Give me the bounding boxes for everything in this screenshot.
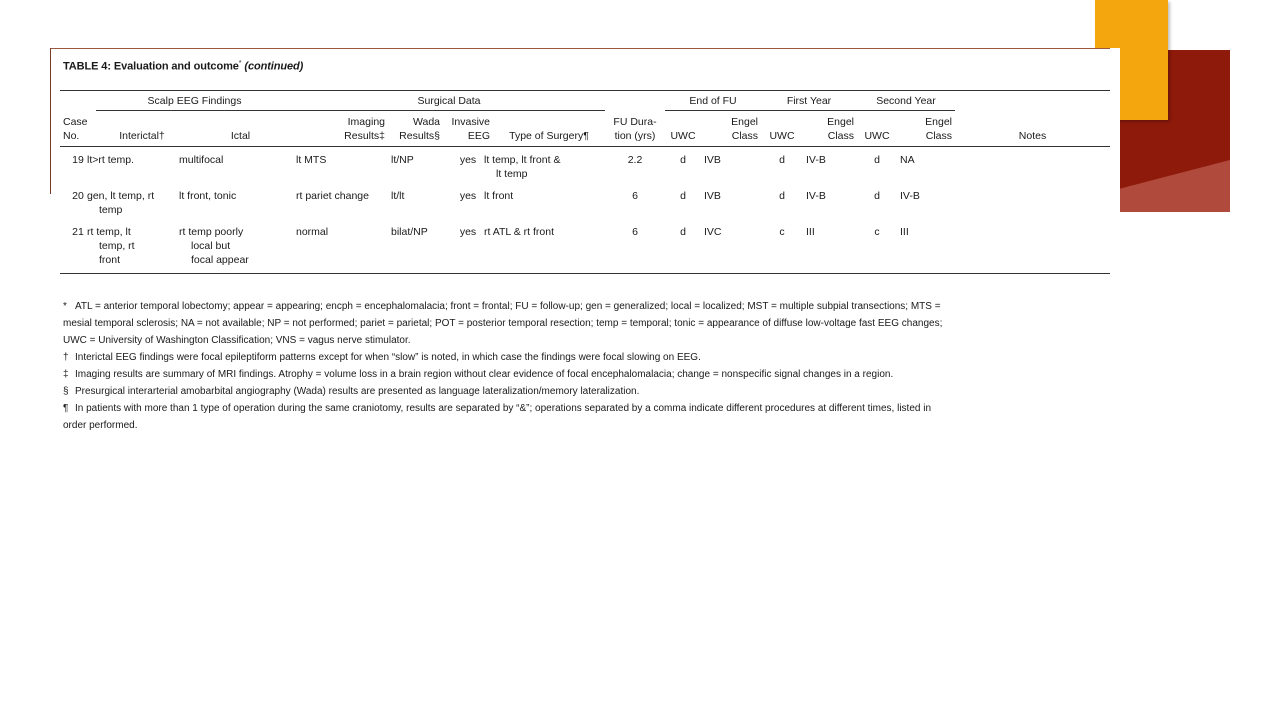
cell-imaging: normal [293,219,388,274]
cell-ictal: rt temp poorly local but focal appear [188,219,293,274]
col-y2-engel: Engel Class [897,111,955,147]
column-header-row [60,111,1110,147]
cell-case: 20 [72,190,84,202]
cell-notes [955,147,1110,184]
cell-end-uwc: d [680,154,686,166]
table-row [60,183,1110,219]
table-title-footnote-mark: * [238,60,242,67]
footnote [63,298,1111,349]
group-header-row [60,91,1110,111]
footnote-text: Imaging results are summary of MRI findings. Atrophy = volume loss in a brain region without clear evidence of focal encephalomalacia; change = nonspecific signal changes in a region. [75,369,894,380]
table-title-text: TABLE 4: Evaluation and outcome [63,60,239,73]
footnote-text: Interictal EEG findings were focal epileptiform patterns except for when “slow” is noted, in which case the findings were focal slowing on EEG. [75,352,701,363]
footnote-text: Presurgical interarterial amobarbital angiography (Wada) results are presented as language lateralization/memory lateralization. [75,386,640,397]
cell-y2-uwc: c [857,219,897,274]
footnote-text: order performed. [63,420,138,431]
cell-y1-engel: III [803,219,857,274]
col-y1-engel: Engel Class [803,111,857,147]
document-top-border [50,48,1110,49]
cell-case: 21 [60,219,96,274]
cell-surgery: rt ATL & rt front [493,219,605,274]
group-second-year: Second Year [857,91,955,111]
cell-invasive: yes [459,154,477,166]
cell-invasive: yes [443,219,493,274]
cell-y1-engel: IV-B [806,190,826,202]
footnote [63,383,1111,400]
col-surgery-type: Type of Surgery¶ [493,111,605,147]
footnote-text: mesial temporal sclerosis; NA = not available; NP = not performed; pariet = parietal; POT = posterior temporal resection; temp = temporal; tonic = appearance of diffuse low-voltage fast EEG changes; [63,318,943,329]
table-body [60,147,1110,274]
group-scalp-eeg: Scalp EEG Findings [96,91,293,111]
footnote-text: UWC = University of Washington Classification; VNS = vagus nerve stimulator. [63,335,411,346]
cell-surgery: lt front [484,190,514,202]
cell-y1-uwc: d [779,154,785,166]
cell-case: 19 [72,154,84,166]
cell-y2-uwc: d [874,154,880,166]
cell-fu-duration: 6 [632,190,638,202]
cell-invasive: yes [459,190,477,202]
cell-imaging: rt pariet change [296,190,369,202]
evaluation-outcome-table [60,90,1110,274]
cell-y1-uwc: d [779,190,785,202]
footnote-symbol: § [63,386,69,397]
cell-imaging: lt MTS [296,154,327,166]
group-surgical-data: Surgical Data [293,91,605,111]
cell-end-engel: IVB [704,154,721,166]
col-end-uwc: UWC [665,111,701,147]
col-end-engel: Engel Class [701,111,761,147]
table-title-continued: (continued) [244,60,304,73]
col-y1-uwc: UWC [761,111,803,147]
col-y2-uwc: UWC [857,111,897,147]
cell-ictal: multifocal [179,154,224,166]
cell-wada: bilat/NP [388,219,443,274]
group-first-year: First Year [761,91,857,111]
col-wada: Wada Results§ [388,111,443,147]
col-imaging: Imaging Results‡ [293,111,388,147]
table-row [60,219,1110,274]
col-notes: Notes [955,111,1110,147]
footnote-symbol: ¶ [63,403,69,414]
cell-end-uwc: d [665,219,701,274]
table-title [63,60,303,73]
table-row [60,147,1110,184]
col-interictal: Interictal† [96,111,188,147]
footnote [63,366,1111,383]
footnote-symbol: † [63,352,69,363]
footnote-text: In patients with more than 1 type of operation during the same craniotomy, results are separated by “&”; operations separated by a comma indicate different procedures at different times, listed in [75,403,932,414]
cell-y2-uwc: d [874,190,880,202]
cell-fu-duration: 2.2 [627,154,643,166]
cell-end-engel: IVC [701,219,761,274]
group-end-of-fu: End of FU [665,91,761,111]
col-fu-duration: FU Dura- tion (yrs) [605,111,665,147]
cell-interictal: rt temp, lt temp, rt front [96,219,188,274]
cell-interictal: gen, lt temp, rt temp [87,190,155,216]
cell-y2-engel: NA [900,154,915,166]
cell-y2-engel: IV-B [900,190,920,202]
footnote-text: ATL = anterior temporal lobectomy; appear = appearing; encph = encephalomalacia; front = frontal; FU = follow-up; gen = generalized; local = localized; MST = multiple subpial transections; MTS = [75,301,941,312]
cell-end-uwc: d [680,190,686,202]
cell-notes [955,183,1110,219]
cell-end-engel: IVB [704,190,721,202]
cell-wada: lt/NP [391,154,414,166]
col-ictal: Ictal [188,111,293,147]
cell-surgery: lt temp, lt front & lt temp [484,154,561,180]
footnote-symbol: * [63,301,67,312]
col-invasive-eeg: Invasive EEG [443,111,493,147]
cell-interictal: lt>rt temp. [87,154,134,166]
cell-fu-duration: 6 [605,219,665,274]
footnote-symbol: ‡ [63,369,69,380]
cell-notes [955,219,1110,274]
col-case: Case No. [60,111,96,147]
cell-ictal: lt front, tonic [179,190,237,202]
cell-y2-engel: III [897,219,955,274]
document-left-border [50,48,51,194]
footnote [63,400,1111,434]
cell-y1-uwc: c [761,219,803,274]
table-document [50,48,1120,448]
footnote [63,349,1111,366]
cell-wada: lt/lt [391,190,405,202]
table-footnotes [63,298,1111,434]
cell-y1-engel: IV-B [806,154,826,166]
